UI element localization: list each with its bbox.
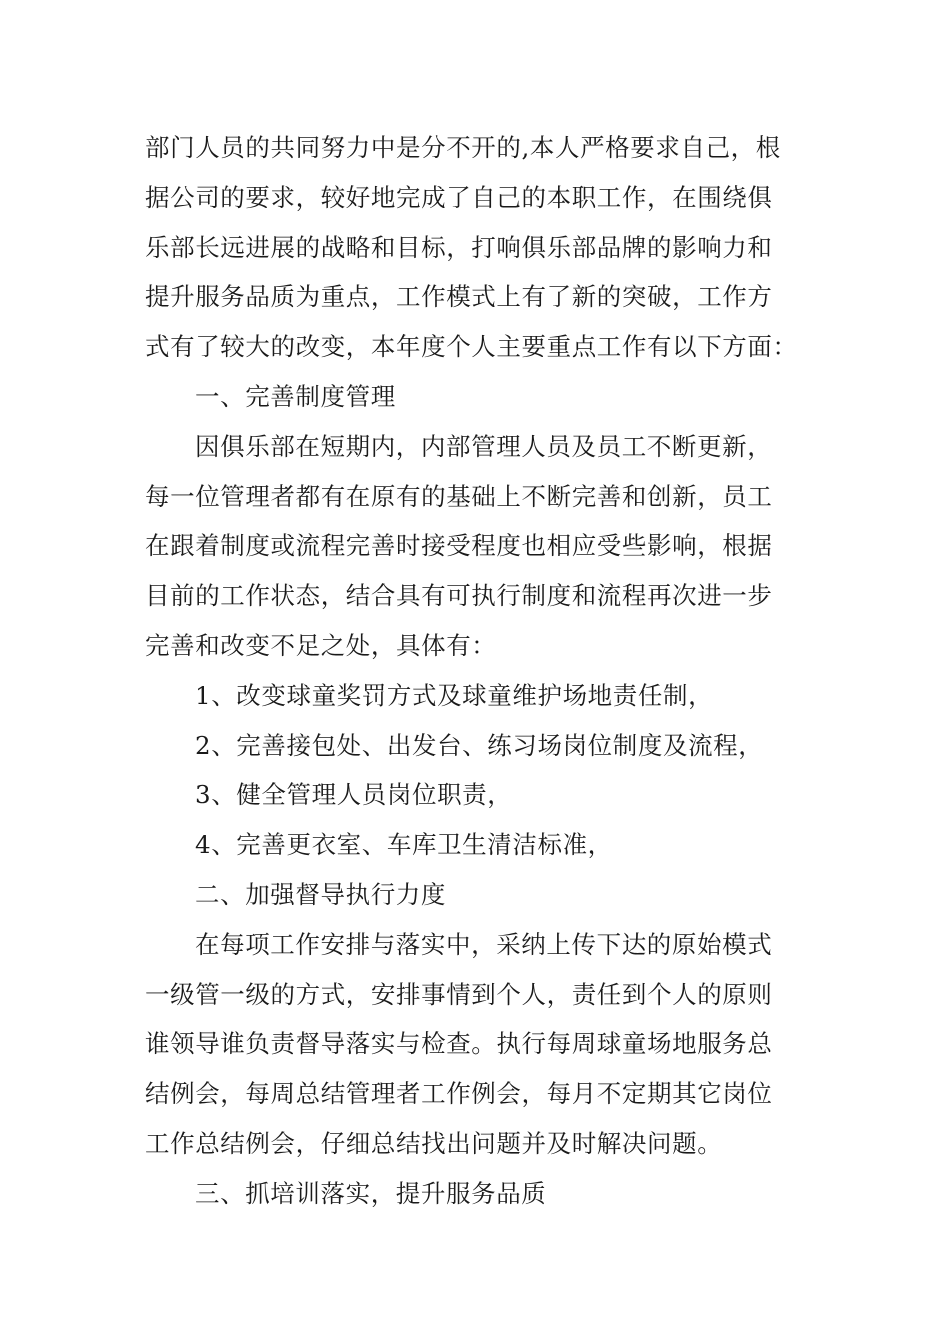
text-line: 工作总结例会，仔细总结找出问题并及时解决问题。 (145, 1128, 723, 1158)
list-item: 4、完善更衣室、车库卫生清洁标准， (195, 830, 613, 860)
list-item: 2、完善接包处、出发台、练习场岗位制度及流程， (195, 730, 764, 760)
section-heading-3: 三、抓培训落实，提升服务品质 (195, 1178, 547, 1208)
text-line: 在跟着制度或流程完善时接受程度也相应受些影响，根据 (145, 531, 773, 561)
section-heading-2: 二、加强督导执行力度 (195, 879, 446, 909)
text-line: 目前的工作状态，结合具有可执行制度和流程再次进一步 (145, 581, 773, 611)
list-item: 1、改变球童奖罚方式及球童维护场地责任制， (195, 680, 714, 710)
text-line: 部门人员的共同努力中是分不开的,本人严格要求自己，根 (145, 133, 781, 162)
section-heading-1: 一、完善制度管理 (195, 381, 396, 411)
text-line: 据公司的要求，较好地完成了自己的本职工作，在围绕俱 (145, 182, 773, 212)
list-item: 3、健全管理人员岗位职责， (195, 780, 513, 810)
text-line: 乐部长远进展的战略和目标，打响俱乐部品牌的影响力和 (145, 232, 773, 262)
paragraph-start: 因俱乐部在短期内，内部管理人员及员工不断更新， (195, 431, 773, 461)
text-line: 一级管一级的方式，安排事情到个人，责任到个人的原则 (145, 979, 773, 1009)
text-line: 提升服务品质为重点，工作模式上有了新的突破，工作方 (145, 282, 773, 312)
text-line: 谁领导谁负责督导落实与检查。执行每周球童场地服务总 (145, 1029, 773, 1059)
text-line: 每一位管理者都有在原有的基础上不断完善和创新，员工 (145, 481, 773, 511)
paragraph-start: 在每项工作安排与落实中，采纳上传下达的原始模式 (195, 929, 773, 959)
text-line: 结例会，每周总结管理者工作例会，每月不定期其它岗位 (145, 1079, 773, 1109)
text-line: 完善和改变不足之处，具体有： (145, 630, 497, 660)
document-body (145, 123, 810, 1219)
text-line: 式有了较大的改变，本年度个人主要重点工作有以下方面： (145, 332, 798, 362)
